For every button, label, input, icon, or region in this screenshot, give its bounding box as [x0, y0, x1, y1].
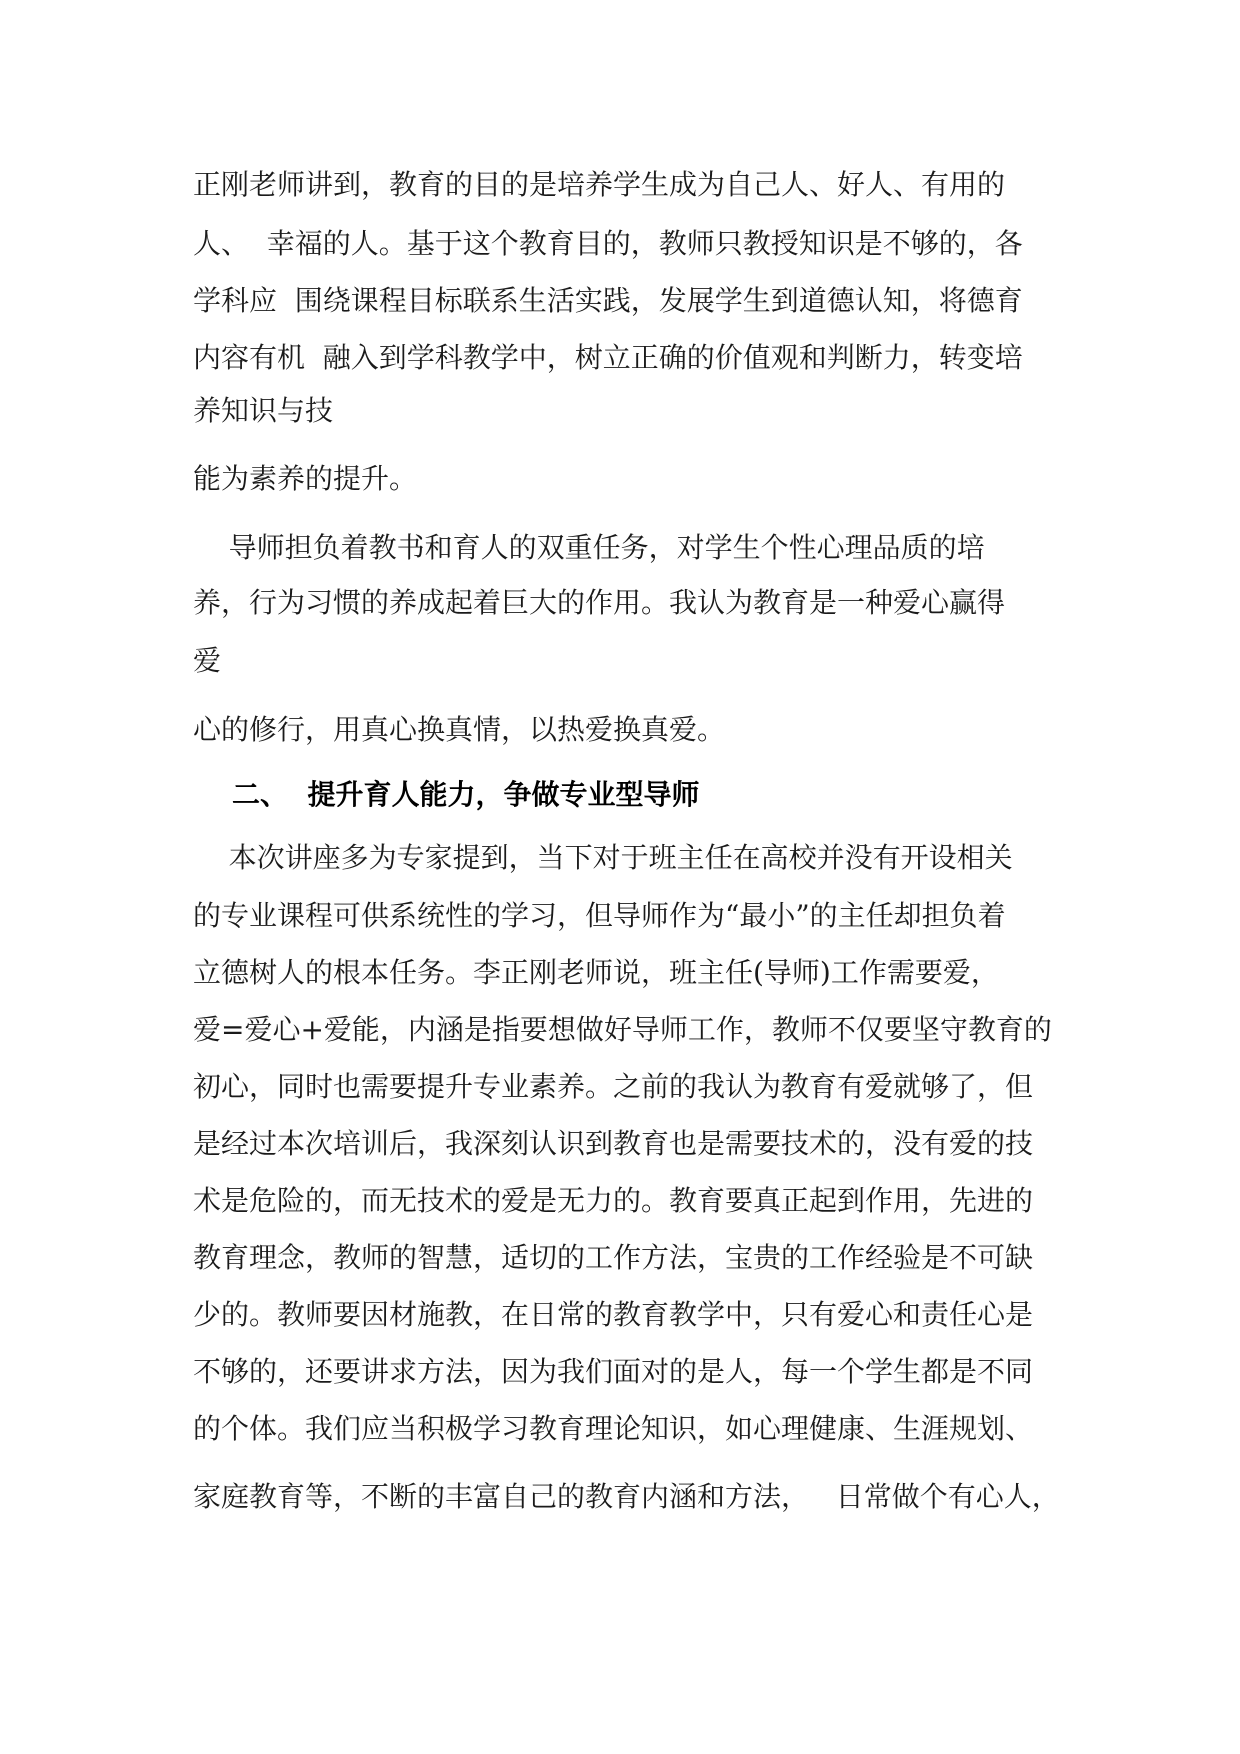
- body-text-line: 的专业课程可供系统性的学习，但导师作为“最小”的主任却担负着: [193, 899, 1006, 932]
- body-text-line: 家庭教育等，不断的丰富自己的教育内涵和方法， 日常做个有心人，: [193, 1480, 1060, 1513]
- body-text-line: 少的。教师要因材施教，在日常的教育教学中，只有爱心和责任心是: [193, 1298, 1034, 1331]
- body-text-line: 不够的，还要讲求方法，因为我们面对的是人，每一个学生都是不同: [193, 1355, 1034, 1388]
- body-text-line: 人、 幸福的人。基于这个教育目的，教师只教授知识是不够的，各: [193, 227, 1023, 260]
- body-text-line: 学科应 围绕课程目标联系生活实践，发展学生到道德认知，将德育: [193, 284, 1023, 317]
- body-text-line: 教育理念，教师的智慧，适切的工作方法，宝贵的工作经验是不可缺: [193, 1241, 1034, 1274]
- body-text-line: 养知识与技: [193, 394, 334, 427]
- body-text-line: 立德树人的根本任务。李正刚老师说，班主任(导师)工作需要爱，: [193, 956, 999, 989]
- body-text-line: 爱=爱心+爱能，内涵是指要想做好导师工作，教师不仅要坚守教育的: [193, 1013, 1052, 1046]
- body-text-line: 是经过本次培训后，我深刻认识到教育也是需要技术的，没有爱的技: [193, 1127, 1034, 1160]
- body-text-line: 爱: [193, 644, 222, 677]
- body-text-line: 心的修行，用真心换真情，以热爱换真爱。: [193, 713, 726, 746]
- body-text-line: 的个体。我们应当积极学习教育理论知识，如心理健康、生涯规划、: [193, 1412, 1034, 1445]
- body-text-line: 内容有机 融入到学科教学中，树立正确的价值观和判断力，转变培: [193, 341, 1023, 374]
- section-heading: 二、 提升育人能力，争做专业型导师: [193, 778, 700, 811]
- body-text-line: 本次讲座多为专家提到，当下对于班主任在高校并没有开设相关: [193, 841, 1013, 874]
- body-text-line: 导师担负着教书和育人的双重任务，对学生个性心理品质的培: [193, 531, 985, 564]
- body-text-line: 正刚老师讲到，教育的目的是培养学生成为自己人、好人、有用的: [193, 168, 1006, 201]
- body-text-line: 初心，同时也需要提升专业素养。之前的我认为教育有爱就够了，但: [193, 1070, 1034, 1103]
- body-text-line: 养，行为习惯的养成起着巨大的作用。我认为教育是一种爱心赢得: [193, 586, 1006, 619]
- body-text-line: 能为素养的提升。: [193, 462, 418, 495]
- body-text-line: 术是危险的，而无技术的爱是无力的。教育要真正起到作用，先进的: [193, 1184, 1034, 1217]
